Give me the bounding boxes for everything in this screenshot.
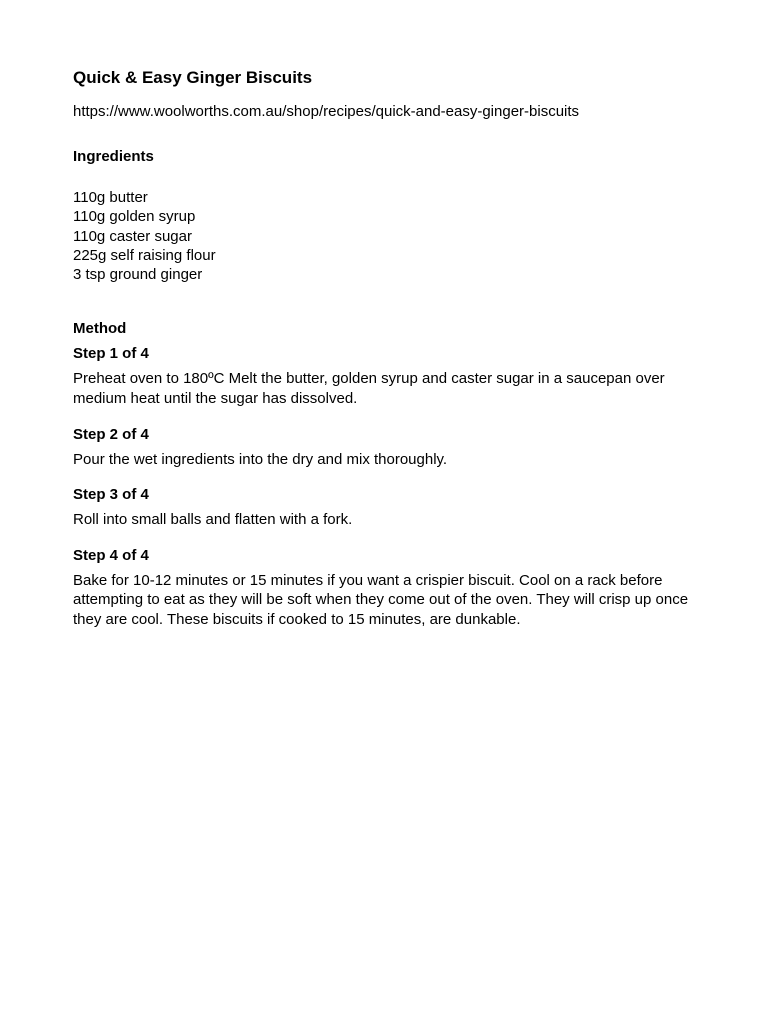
recipe-title: Quick & Easy Ginger Biscuits (73, 68, 313, 87)
method-step (73, 425, 713, 470)
step-text: Roll into small balls and flatten with a fork. (73, 511, 353, 529)
ingredient-item: 110g caster sugar (73, 227, 192, 245)
step-title: Step 3 of 4 (73, 486, 149, 504)
step-text: Preheat oven to 180ºC Melt the butter, golden syrup and caster sugar in a saucepan over medium heat until the sugar has dissolved. (73, 370, 665, 408)
ingredient-item: 110g golden syrup (73, 208, 196, 226)
ingredient-list (73, 188, 713, 284)
step-title: Step 1 of 4 (73, 345, 149, 363)
step-title: Step 2 of 4 (73, 425, 149, 443)
ingredients-heading: Ingredients (73, 148, 154, 165)
method-step (73, 546, 713, 630)
step-text: Bake for 10-12 minutes or 15 minutes if you want a crispier biscuit. Cool on a rack before attempting to eat as they will be soft when they come out of the oven. They will crisp up once they are cool. These biscuits if cooked to 15 minutes, are dunkable. (73, 571, 689, 629)
ingredient-item: 225g self raising flour (73, 246, 216, 264)
ingredient-item: 3 tsp ground ginger (73, 266, 203, 284)
document-page (73, 66, 713, 630)
step-title: Step 4 of 4 (73, 546, 149, 564)
ingredient-item: 110g butter (73, 189, 148, 206)
method-step (73, 485, 713, 530)
recipe-source-url: https://www.woolworths.com.au/shop/recipes/quick-and-easy-ginger-biscuits (73, 103, 580, 120)
method-heading: Method (73, 320, 127, 338)
method-step (73, 344, 713, 408)
step-text: Pour the wet ingredients into the dry and mix thoroughly. (73, 450, 448, 468)
